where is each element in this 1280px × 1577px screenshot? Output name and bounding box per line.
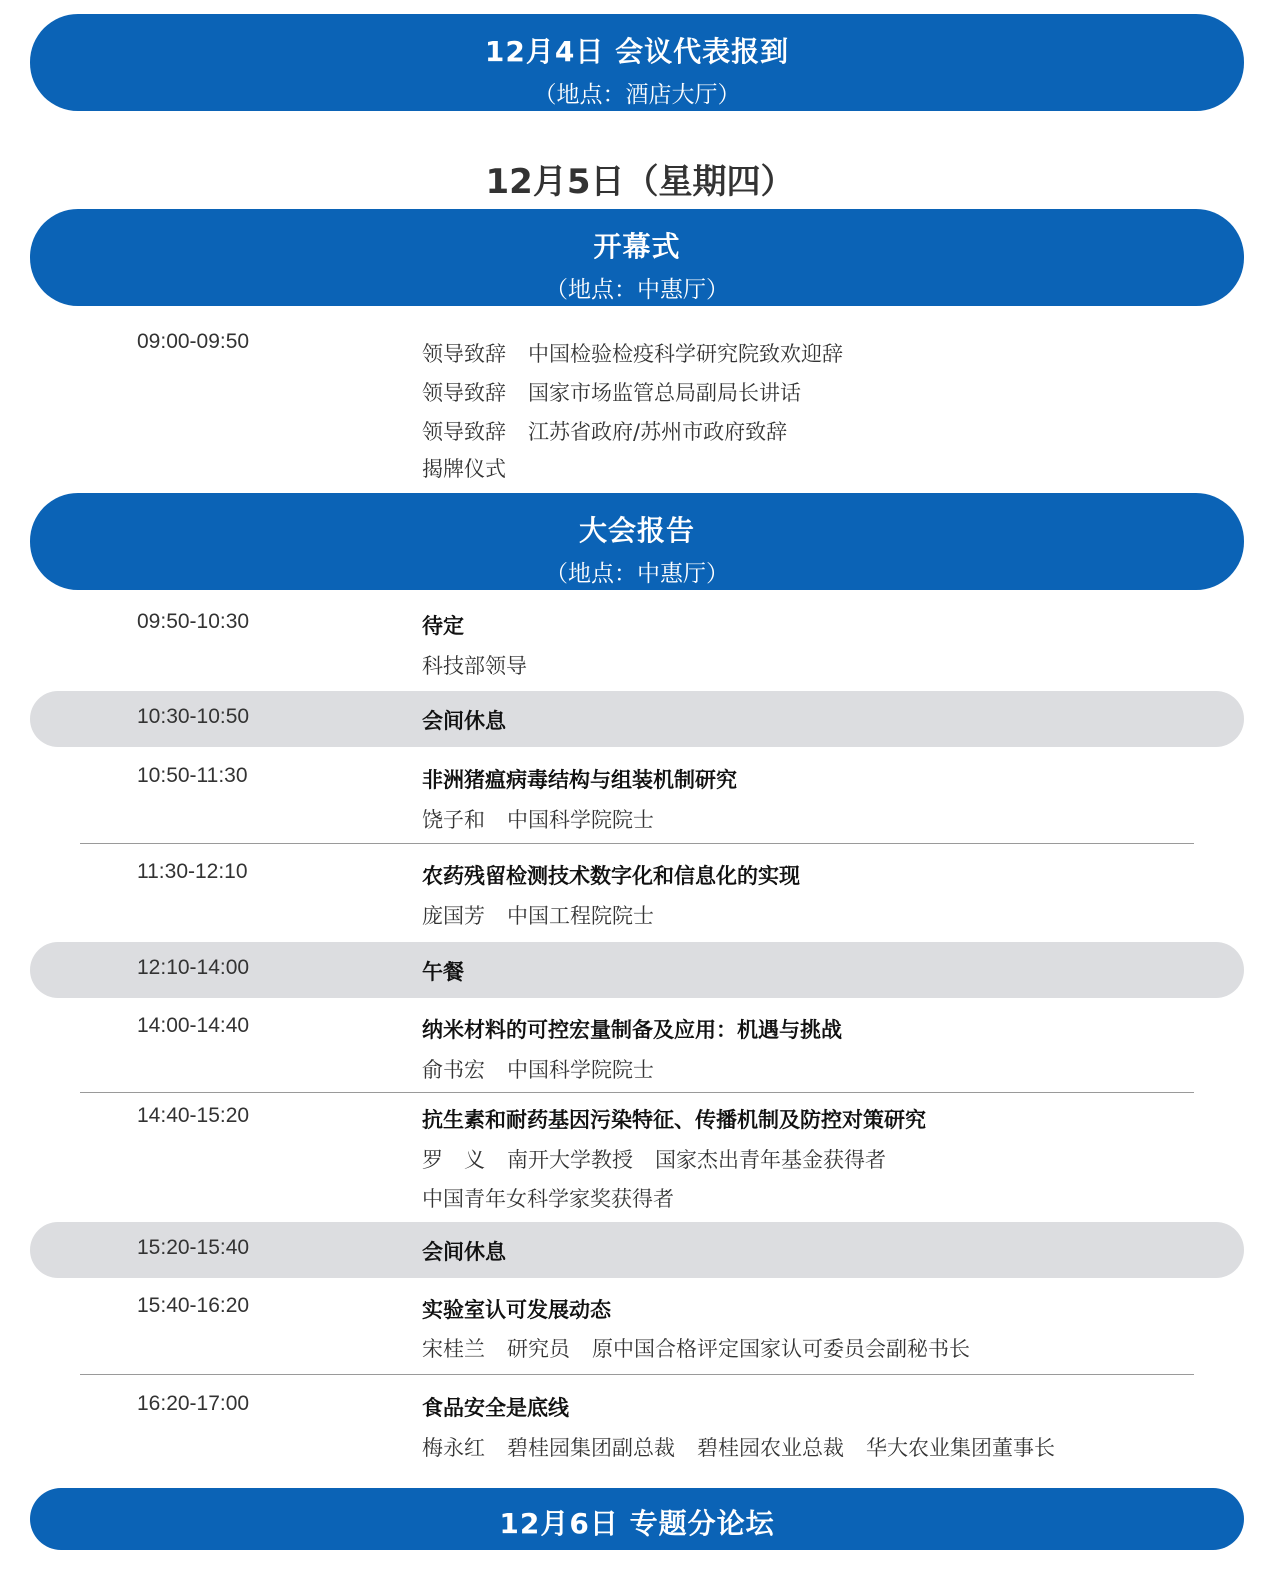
session-speaker: 梅永红 — [422, 1436, 485, 1460]
session-speaker-line — [422, 1432, 1055, 1462]
session-speaker-title: 南开大学教授 — [507, 1148, 633, 1172]
session-speaker-line — [422, 1054, 654, 1084]
session-speaker: 宋桂兰 — [422, 1337, 485, 1361]
session-time: 14:00-14:40 — [137, 1014, 250, 1037]
session-speaker-line — [422, 804, 654, 834]
session-time: 10:50-11:30 — [137, 764, 248, 787]
day1-location: （地点：酒店大厅） — [533, 82, 741, 108]
session-speaker-line — [422, 1333, 970, 1363]
session-time: 15:40-16:20 — [137, 1294, 250, 1317]
divider — [80, 843, 1194, 844]
session-speaker: 饶子和 — [422, 808, 485, 832]
break-row — [30, 691, 1244, 747]
break-label: 会间休息 — [422, 1240, 506, 1264]
opening-banner — [30, 209, 1244, 306]
session-topic: 农药残留检测技术数字化和信息化的实现 — [422, 864, 800, 888]
session-speaker-title: 碧桂园集团副总裁 — [507, 1436, 675, 1460]
opening-item-text: 中国检验检疫科学研究院致欢迎辞 — [528, 342, 843, 366]
opening-item-role: 领导致辞 — [422, 342, 506, 366]
session-speaker-title: 中国科学院院士 — [507, 808, 654, 832]
session-topic: 食品安全是底线 — [422, 1396, 569, 1420]
lunch-row — [30, 942, 1244, 998]
plenary-title: 大会报告 — [578, 514, 695, 547]
opening-time: 09:00-09:50 — [137, 330, 250, 353]
opening-item — [422, 416, 787, 446]
session-speaker-title: 中国科学院院士 — [507, 1058, 654, 1082]
session-speaker-title3: 华大农业集团董事长 — [866, 1436, 1055, 1460]
plenary-banner — [30, 493, 1244, 590]
opening-item-text: 国家市场监管总局副局长讲话 — [528, 381, 801, 405]
session-speaker-title2: 碧桂园农业总裁 — [697, 1436, 844, 1460]
session-speaker-title: 中国工程院院士 — [507, 904, 654, 928]
opening-item-role: 领导致辞 — [422, 420, 506, 444]
session-time: 14:40-15:20 — [137, 1104, 250, 1127]
opening-item — [422, 377, 801, 407]
break-label: 会间休息 — [422, 709, 506, 733]
break-time: 15:20-15:40 — [137, 1236, 250, 1259]
break-time: 12:10-14:00 — [137, 956, 250, 979]
session-speaker-title: 研究员 — [507, 1337, 570, 1361]
opening-item-role: 揭牌仪式 — [422, 457, 506, 481]
session-speaker-title2: 原中国合格评定国家认可委员会副秘书长 — [592, 1337, 970, 1361]
session-topic: 非洲猪瘟病毒结构与组装机制研究 — [422, 768, 737, 792]
session-speaker: 庞国芳 — [422, 904, 485, 928]
opening-location: （地点：中惠厅） — [545, 277, 729, 303]
session-speaker: 罗 义 — [422, 1148, 485, 1172]
session-topic: 纳米材料的可控宏量制备及应用：机遇与挑战 — [422, 1018, 842, 1042]
day1-title: 12月4日 会议代表报到 — [484, 35, 790, 68]
opening-item-role: 领导致辞 — [422, 381, 506, 405]
plenary-location: （地点：中惠厅） — [545, 561, 729, 587]
session-speaker-title3: 中国青年女科学家奖获得者 — [422, 1187, 674, 1211]
opening-title: 开幕式 — [593, 230, 681, 263]
session-time: 11:30-12:10 — [137, 860, 248, 883]
divider — [80, 1374, 1194, 1375]
session-speaker-title2: 国家杰出青年基金获得者 — [655, 1148, 886, 1172]
session-time: 09:50-10:30 — [137, 610, 250, 633]
day2-title: 12月5日（星期四） — [485, 162, 795, 202]
opening-item-text: 江苏省政府/苏州市政府致辞 — [528, 420, 788, 444]
break-label: 午餐 — [422, 960, 464, 984]
session-time: 16:20-17:00 — [137, 1392, 250, 1415]
divider — [80, 1092, 1194, 1093]
session-speaker-line — [422, 900, 654, 930]
opening-item — [422, 338, 843, 368]
session-speaker: 俞书宏 — [422, 1058, 485, 1082]
session-topic: 实验室认可发展动态 — [422, 1298, 611, 1322]
break-row — [30, 1222, 1244, 1278]
session-speaker-line — [422, 1144, 886, 1174]
break-time: 10:30-10:50 — [137, 705, 250, 728]
day3-banner — [30, 1488, 1244, 1550]
session-speaker: 科技部领导 — [422, 654, 527, 678]
opening-item — [422, 453, 506, 483]
day3-title: 12月6日 专题分论坛 — [499, 1507, 775, 1540]
session-topic: 抗生素和耐药基因污染特征、传播机制及防控对策研究 — [422, 1108, 926, 1132]
day1-banner — [30, 14, 1244, 111]
session-topic: 待定 — [422, 614, 464, 638]
